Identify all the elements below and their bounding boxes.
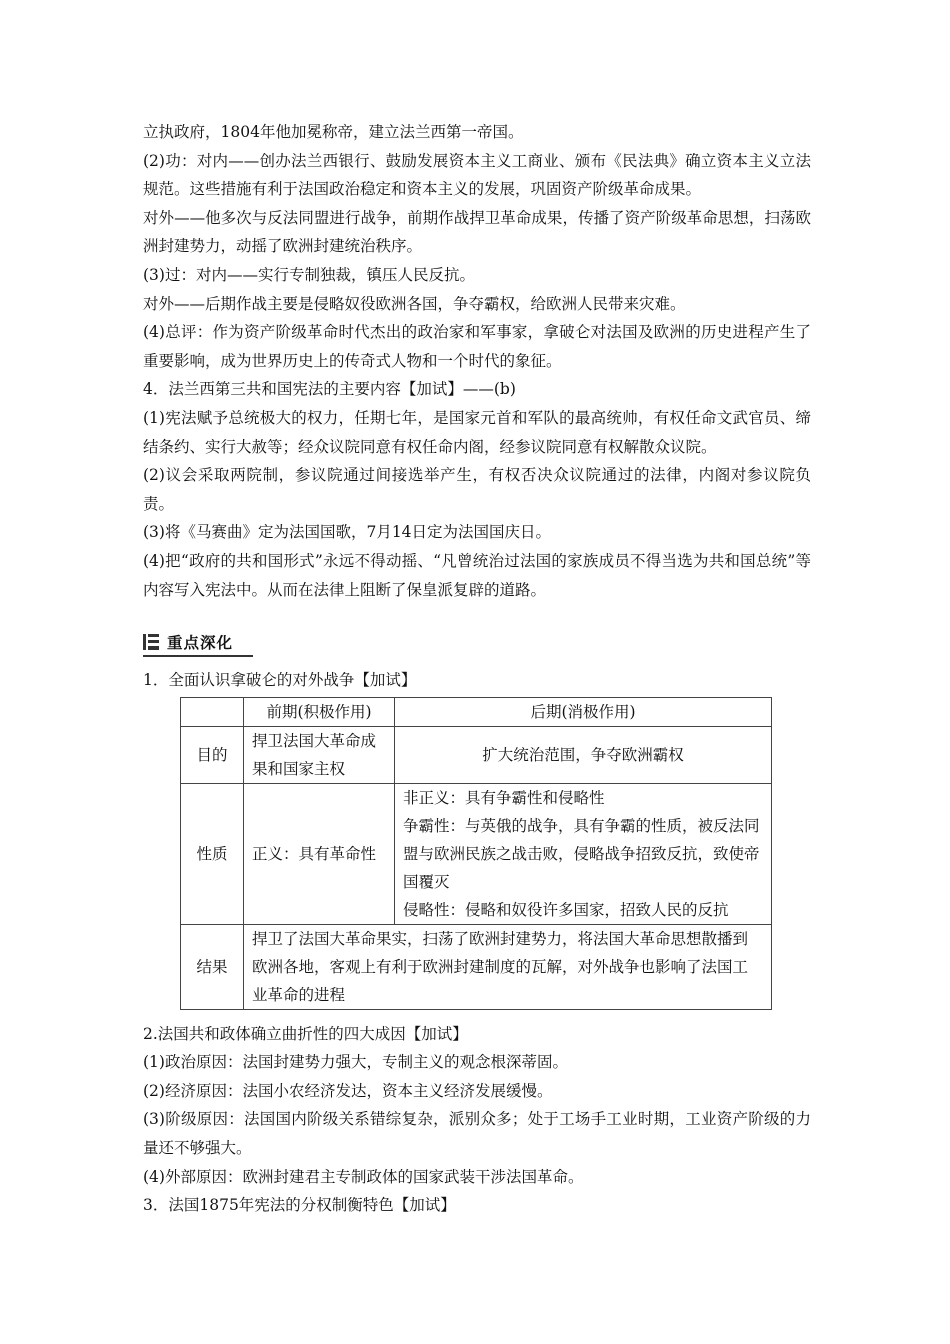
header-cell: 前期(积极作用): [244, 697, 395, 726]
section-underline: [143, 655, 253, 657]
paragraph: (2)功：对内——创办法兰西银行、鼓励发展资本主义工商业、颁布《民法典》确立资本主义立法规范。这些措施有利于法国政治稳定和资本主义的发展，巩固资产阶级革命成果。: [143, 151, 811, 199]
paragraph: (4)总评：作为资产阶级革命时代杰出的政治家和军事家，拿破仑对法国及欧洲的历史进程产生了重要影响，成为世界历史上的传奇式人物和一个时代的象征。: [143, 323, 811, 370]
paragraph: (3)将《马赛曲》定为法国国歌，7月14日定为法国国庆日。: [143, 523, 552, 542]
section-title: 重点深化: [167, 634, 234, 653]
heading-2: 2.法国共和政体确立曲折性的四大成因【加试】: [143, 1024, 468, 1043]
cell-line: 争霸性：与英俄的战争，具有争霸的性质，被反法同盟与欧洲民族之战击败，侵略战争招致反抗，致使帝国覆灭: [403, 816, 760, 891]
cell-line: 非正义：具有争霸性和侵略性: [403, 788, 605, 807]
table-cell: 捍卫法国大革命成果和国家主权: [244, 726, 395, 783]
row-label: 结果: [181, 924, 244, 1009]
paragraph: 对外——后期作战主要是侵略奴役欧洲各国，争夺霸权，给欧洲人民带来灾难。: [143, 294, 686, 313]
paragraph: 立执政府，1804年他加冕称帝，建立法兰西第一帝国。: [143, 123, 524, 141]
section-heading: [143, 630, 811, 656]
header-cell: 后期(消极作用): [395, 697, 772, 726]
table-header-row: [181, 697, 772, 726]
heading-4: 4．法兰西第三共和国宪法的主要内容【加试】——(b): [143, 380, 516, 399]
header-cell: [181, 697, 244, 726]
heading-1: 1．全面认识拿破仑的对外战争【加试】: [143, 671, 417, 690]
paragraph: (2)议会采取两院制，参议院通过间接选举产生，有权否决众议院通过的法律，内阁对参议院负责。: [143, 466, 811, 513]
war-comparison-table: [180, 697, 772, 1010]
paragraph: (2)经济原因：法国小农经济发达，资本主义经济发展缓慢。: [143, 1081, 553, 1100]
table-cell: 扩大统治范围，争夺欧洲霸权: [395, 726, 772, 783]
document-page: [143, 118, 811, 1220]
heading-3: 3．法国1875年宪法的分权制衡特色【加试】: [143, 1196, 456, 1215]
table-cell: 正义：具有革命性: [244, 783, 395, 924]
table-cell: [395, 783, 772, 924]
table-row: [181, 783, 772, 924]
row-label: 性质: [181, 783, 244, 924]
paragraph: (1)政治原因：法国封建势力强大，专制主义的观念根深蒂固。: [143, 1053, 568, 1072]
paragraph: 对外——他多次与反法同盟进行战争，前期作战捍卫革命成果，传播了资产阶级革命思想，扫荡欧洲封建势力，动摇了欧洲封建统治秩序。: [143, 208, 811, 256]
section-bars-icon: [143, 634, 159, 650]
cell-line: 侵略性：侵略和奴役许多国家，招致人民的反抗: [403, 900, 729, 919]
row-label: 目的: [181, 726, 244, 783]
paragraph: (3)过：对内——实行专制独裁，镇压人民反抗。: [143, 265, 475, 284]
paragraph: (4)把“政府的共和国形式”永远不得动摇、“凡曾统治过法国的家族成员不得当选为共和国总统”等内容写入宪法中。从而在法律上阻断了保皇派复辟的道路。: [143, 551, 811, 599]
paragraph: (3)阶级原因：法国国内阶级关系错综复杂，派别众多；处于工场手工业时期，工业资产阶级的力量还不够强大。: [143, 1110, 811, 1158]
table-row: [181, 726, 772, 783]
table-cell: 捍卫了法国大革命果实，扫荡了欧洲封建势力，将法国大革命思想散播到欧洲各地，客观上有利于欧洲封建制度的瓦解，对外战争也影响了法国工业革命的进程: [244, 924, 772, 1009]
paragraph: (1)宪法赋予总统极大的权力，任期七年，是国家元首和军队的最高统帅，有权任命文武官员、缔结条约、实行大赦等；经众议院同意有权任命内阁，经参议院同意有权解散众议院。: [143, 408, 811, 456]
table-row: [181, 924, 772, 1009]
paragraph: (4)外部原因：欧洲封建君主专制政体的国家武装干涉法国革命。: [143, 1167, 584, 1186]
